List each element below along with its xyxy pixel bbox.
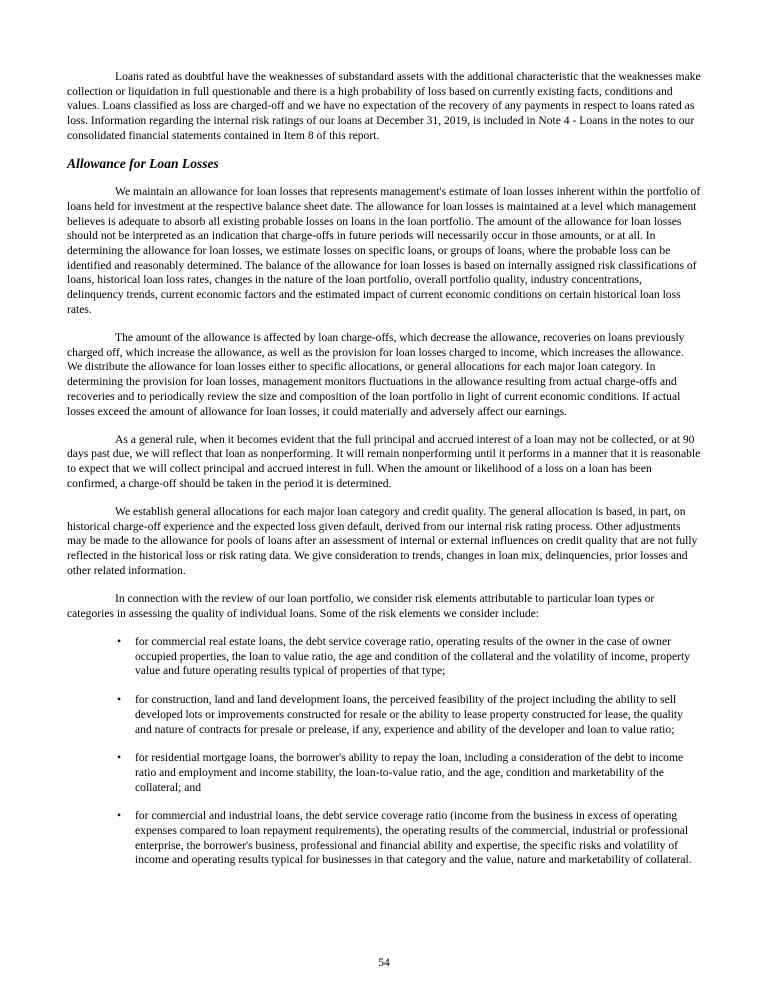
- risk-elements-list: [67, 635, 701, 868]
- paragraph-maintain-allowance: We maintain an allowance for loan losses that represents management's estimate of loan losses inherent within the portfolio of loans held for investment at the respective balance sheet date. The allowance for loan losses is maintained at a level which management believes is adequate to absorb all existing probable losses on loans in the loan portfolio. The amount of the allowance for loan losses should not be interpreted as an indication that charge-offs in future periods will necessarily occur in those amounts, or at all. In determining the allowance for loan losses, we estimate losses on specific loans, or groups of loans, where the probable loss can be identified and reasonably determined. The balance of the allowance for loan losses is based on internally assigned risk classifications of loans, historical loan loss rates, changes in the nature of the loan portfolio, overall portfolio quality, industry concentrations, delinquency trends, current economic factors and the estimated impact of current economic conditions on certain historical loan loss rates.: [67, 185, 701, 316]
- paragraph-amount-of-allowance: The amount of the allowance is affected by loan charge-offs, which decrease the allowance, recoveries on loans previously charged off, which increase the allowance, as well as the provision for loan losses charged to income, which increases the allowance. We distribute the allowance for loan losses either to specific allocations, or general allocations for each major loan category. In determining the provision for loan losses, management monitors fluctuations in the allowance resulting from actual charge-offs and recoveries and to periodically review the size and composition of the loan portfolio in light of current economic conditions. If actual losses exceed the amount of allowance for loan losses, it could materially and adversely affect our earnings.: [67, 331, 685, 418]
- bullet-icon: •: [117, 635, 122, 648]
- bullet-icon: •: [117, 809, 122, 823]
- bullet-text: for construction, land and land development loans, the perceived feasibility of the project including the ability to sell developed lots or improvements constructed for resale or the ability to lease property constructed for lease, the quality and nature of contracts for presale or prelease, if any, experience and ability of the developer and loan to value ratio;: [135, 693, 683, 736]
- bullet-text: for commercial real estate loans, the debt service coverage ratio, operating results of the owner in the case of owner occupied properties, the loan to value ratio, the age and condition of the collateral and the volatility of income, property value and future operating results typical of properties of that type;: [135, 635, 691, 678]
- document-body: [67, 70, 701, 882]
- bullet-text: for commercial and industrial loans, the debt service coverage ratio (income from the business in excess of operating expenses compared to loan repayment requirements), the operating results of the commercial, industrial or professional enterprise, the borrower's business, professional and financial ability and expertise, the specific risks and volatility of income and operating results typical for businesses in that category and the value, nature and marketability of collateral.: [135, 809, 692, 867]
- list-item-commercial-real-estate: [67, 635, 701, 679]
- section-heading-allowance-for-loan-losses: Allowance for Loan Losses: [67, 156, 219, 172]
- list-item-construction-land: [67, 693, 701, 737]
- paragraph-doubtful-loans: Loans rated as doubtful have the weaknesses of substandard assets with the additional characteristic that the weaknesses make collection or liquidation in full questionable and there is a high probability of loss based on currently existing facts, conditions and values. Loans classified as loss are charged-off and we have no expectation of the recovery of any payments in respect to loans rated as loss. Information regarding the internal risk ratings of our loans at December 31, 2019, is included in Note 4 - Loans in the notes to our consolidated financial statements contained in Item 8 of this report.: [67, 70, 701, 142]
- page-number: 54: [378, 956, 390, 969]
- bullet-icon: •: [117, 693, 122, 707]
- bullet-icon: •: [117, 751, 122, 765]
- paragraph-general-allocations: We establish general allocations for each major loan category and credit quality. The general allocation is based, in part, on historical charge-off experience and the expected loss given default, derived from our internal risk rating process. Other adjustments may be made to the allowance for pools of loans after an assessment of internal or external influences on credit quality that are not fully reflected in the historical loss or risk rating data. We give consideration to trends, changes in loan mix, delinquencies, prior losses and other related information.: [67, 505, 698, 577]
- list-item-residential-mortgage: [67, 751, 701, 795]
- paragraph-general-rule: As a general rule, when it becomes evident that the full principal and accrued interest of a loan may not be collected, or at 90 days past due, we will reflect that loan as nonperforming. It will remain nonperforming until it performs in a manner that it is reasonable to expect that we will collect principal and accrued interest in full. When the amount or likelihood of a loss on a loan has been confirmed, a charge-off should be taken in the period it is determined.: [67, 432, 701, 490]
- list-item-commercial-industrial: [67, 809, 701, 868]
- paragraph-risk-elements-intro: In connection with the review of our loan portfolio, we consider risk elements attributable to particular loan types or categories in assessing the quality of individual loans. Some of the risk elements we consider include:: [67, 592, 655, 620]
- bullet-text: for residential mortgage loans, the borrower's ability to repay the loan, including a consideration of the debt to income ratio and employment and income stability, the loan-to-value ratio, and the age, condition and marketability of the collateral; and: [135, 751, 684, 794]
